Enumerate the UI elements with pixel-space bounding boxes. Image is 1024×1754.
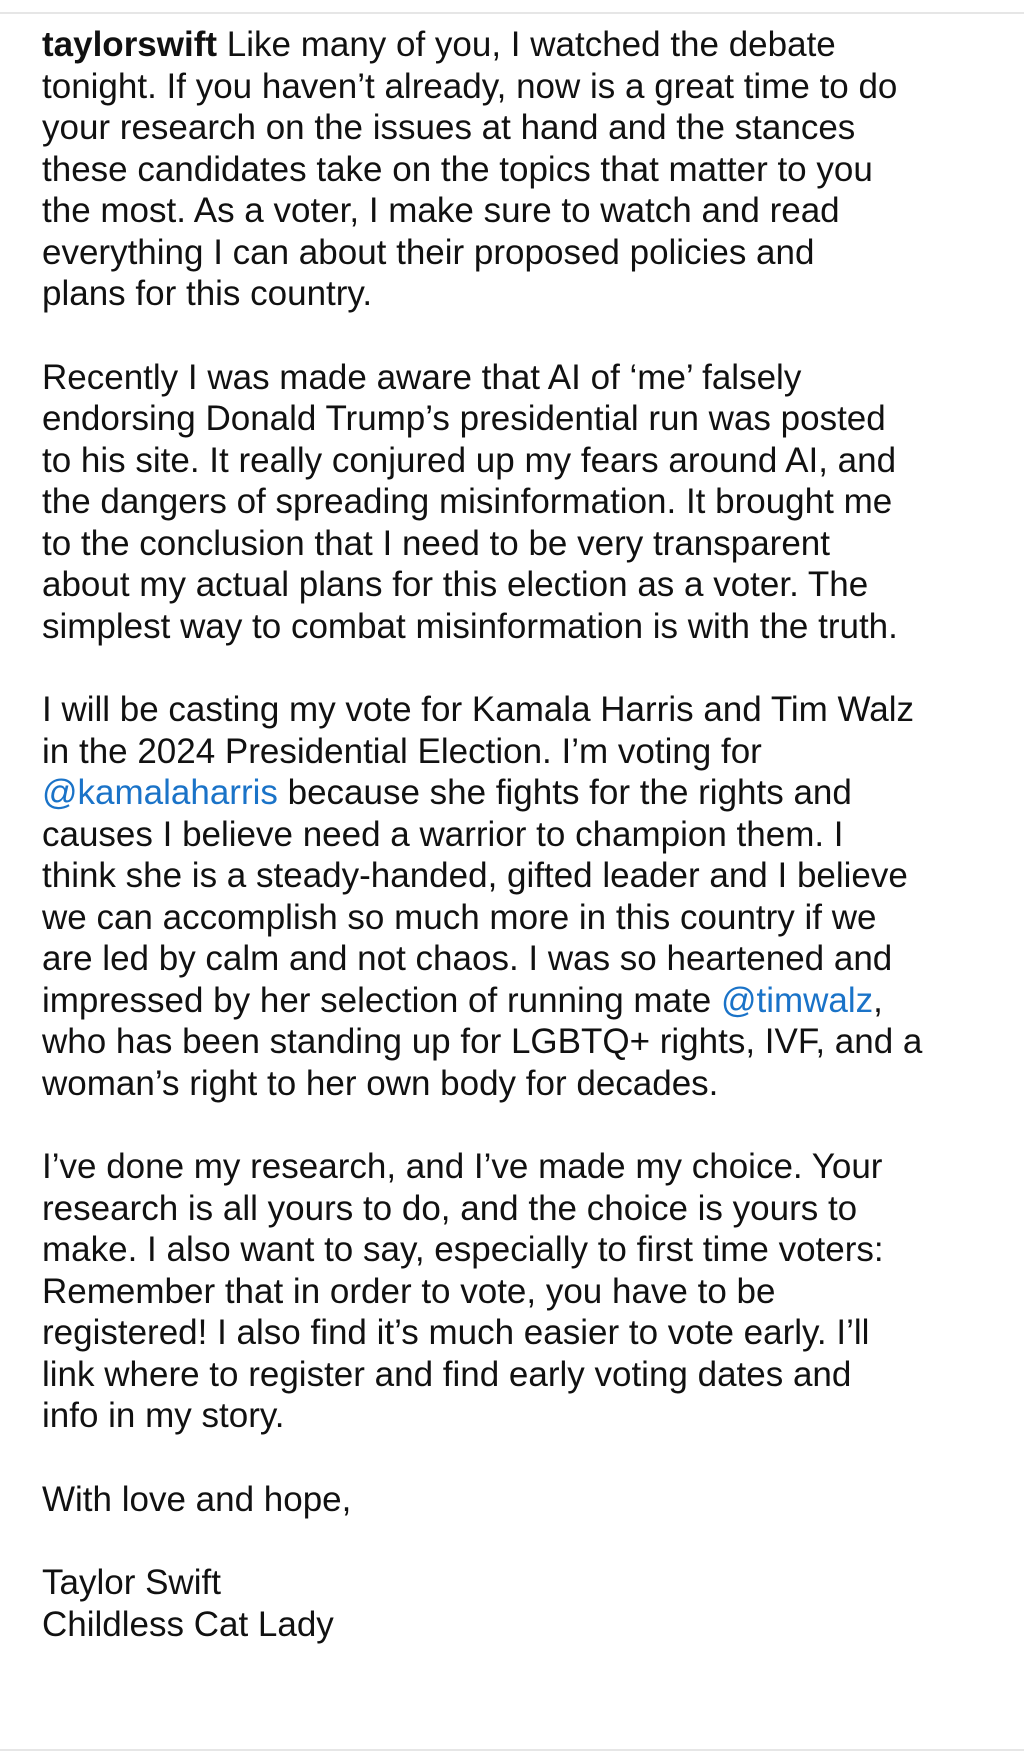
caption-line: woman’s right to her own body for decades. bbox=[42, 1063, 719, 1103]
top-divider bbox=[0, 12, 1024, 14]
caption-line: research is all yours to do, and the choice is yours to bbox=[42, 1188, 858, 1228]
caption-line: the most. As a voter, I make sure to watch and read bbox=[42, 191, 840, 230]
mention-timwalz-link[interactable]: @timwalz bbox=[720, 980, 874, 1020]
caption-line: Recently I was made aware that AI of ‘me’ falsely bbox=[42, 357, 802, 397]
caption-line: Remember that in order to vote, you have to be bbox=[42, 1271, 776, 1311]
signature-name: Taylor Swift bbox=[42, 1563, 221, 1602]
caption-line: plans for this country. bbox=[42, 274, 373, 313]
caption-line: to the conclusion that I need to be very transparent bbox=[42, 523, 830, 563]
caption-line: I will be casting my vote for Kamala Harris and Tim Walz bbox=[42, 690, 915, 729]
caption-line: link where to register and find early voting dates and bbox=[42, 1354, 852, 1394]
username-link[interactable]: taylorswift bbox=[42, 25, 218, 64]
caption-line: I’ve done my research, and I’ve made my choice. Your bbox=[42, 1147, 883, 1186]
caption-line: these candidates take on the topics that matter to you bbox=[42, 149, 873, 189]
bottom-divider bbox=[0, 1749, 1024, 1751]
post-caption bbox=[42, 24, 1002, 1687]
caption-line: With love and hope, bbox=[42, 1479, 352, 1519]
caption-paragraph-4 bbox=[42, 1146, 1002, 1437]
mention-kamalaharris-link[interactable]: @kamalaharris bbox=[42, 773, 278, 812]
caption-signature bbox=[42, 1562, 1002, 1645]
caption-line bbox=[42, 980, 1002, 1022]
caption-line: everything I can about their proposed policies and bbox=[42, 232, 815, 272]
caption-line: causes I believe need a warrior to champion them. I bbox=[42, 814, 844, 854]
caption-line: simplest way to combat misinformation is with the truth. bbox=[42, 606, 898, 646]
caption-line: we can accomplish so much more in this country if we bbox=[42, 897, 877, 937]
caption-line: tonight. If you haven’t already, now is a great time to do bbox=[42, 66, 898, 106]
caption-line: are led by calm and not chaos. I was so heartened and bbox=[42, 939, 893, 978]
caption-line bbox=[42, 772, 1002, 814]
caption-line: info in my story. bbox=[42, 1396, 285, 1435]
caption-line: in the 2024 Presidential Election. I’m voting for bbox=[42, 731, 762, 771]
caption-text: because she fights for the rights and bbox=[277, 773, 852, 812]
caption-paragraph-2 bbox=[42, 357, 1002, 648]
caption-text: , bbox=[873, 980, 883, 1020]
signature-title: Childless Cat Lady bbox=[42, 1604, 334, 1644]
caption-line bbox=[42, 24, 1002, 66]
caption-paragraph-1 bbox=[42, 24, 1002, 315]
caption-line: who has been standing up for LGBTQ+ rights, IVF, and a bbox=[42, 1022, 923, 1061]
caption-line: make. I also want to say, especially to first time voters: bbox=[42, 1230, 884, 1269]
caption-line: your research on the issues at hand and the stances bbox=[42, 108, 856, 147]
caption-line: think she is a steady-handed, gifted leader and I believe bbox=[42, 856, 908, 895]
caption-line: the dangers of spreading misinformation. It brought me bbox=[42, 482, 893, 521]
caption-text: Like many of you, I watched the debate bbox=[217, 25, 836, 64]
caption-line: about my actual plans for this election as a voter. The bbox=[42, 565, 869, 604]
caption-text: impressed by her selection of running mate bbox=[42, 980, 721, 1020]
caption-sign-off bbox=[42, 1479, 1002, 1521]
caption-line: endorsing Donald Trump’s presidential run was posted bbox=[42, 399, 886, 438]
caption-line: registered! I also find it’s much easier to vote early. I’ll bbox=[42, 1313, 870, 1352]
caption-paragraph-3 bbox=[42, 689, 1002, 1104]
caption-line: to his site. It really conjured up my fears around AI, and bbox=[42, 440, 897, 480]
